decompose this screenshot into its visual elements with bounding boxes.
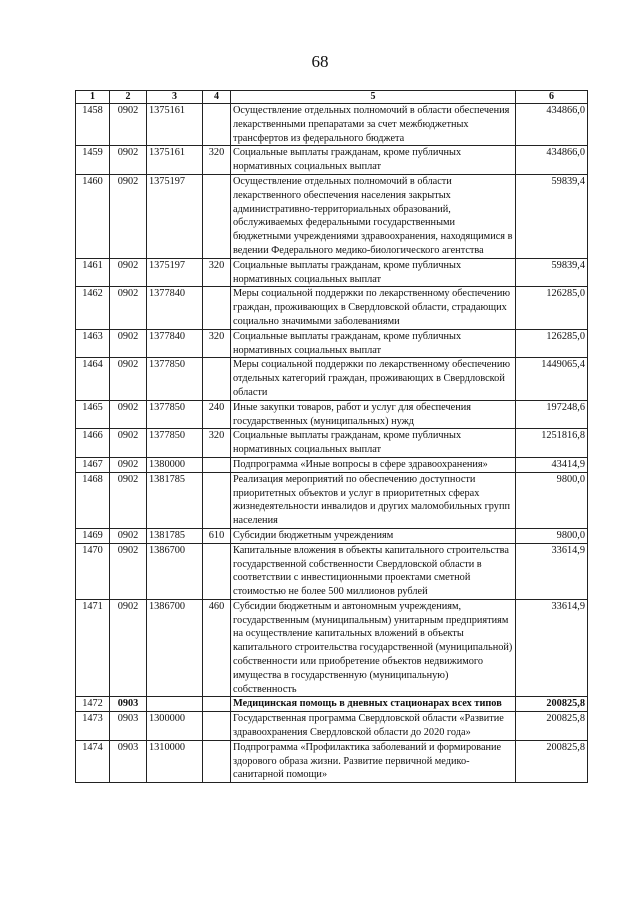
row-number-cell: 1458 <box>76 104 110 146</box>
target-article-cell: 1380000 <box>147 457 203 472</box>
amount-cell: 59839,4 <box>516 258 588 287</box>
target-article-cell: 1310000 <box>147 740 203 782</box>
item-name-text: Субсидии бюджетным и автономным учреждениям, государственным (муниципальным) унитарным предприятиям на осуществление капитальных вложений в объекты капитального строительства государственной (муниципальной) собственности или приобретение объектов недвижимого имущества в государственную (муниципальную) собственность <box>233 600 513 695</box>
amount-cell: 9800,0 <box>516 472 588 528</box>
table-row <box>76 472 588 528</box>
table-row <box>76 329 588 358</box>
expense-type-cell: 240 <box>203 400 231 429</box>
table-row <box>76 400 588 429</box>
amount-cell: 434866,0 <box>516 146 588 175</box>
amount-cell: 197248,6 <box>516 400 588 429</box>
item-name-cell <box>231 400 516 429</box>
amount-cell: 1251816,8 <box>516 429 588 458</box>
expense-type-cell <box>203 174 231 258</box>
row-number-cell: 1471 <box>76 599 110 697</box>
item-name-cell <box>231 146 516 175</box>
header-col-6: 6 <box>516 91 588 104</box>
section-code-cell: 0903 <box>110 697 147 712</box>
row-number-cell: 1470 <box>76 543 110 599</box>
table-row <box>76 174 588 258</box>
expense-type-cell <box>203 697 231 712</box>
item-name-text: Меры социальной поддержки по лекарственному обеспечению отдельных категорий граждан, проживающих в Свердловской области <box>233 359 511 398</box>
section-code-cell: 0902 <box>110 457 147 472</box>
target-article-cell: 1375161 <box>147 146 203 175</box>
amount-cell: 59839,4 <box>516 174 588 258</box>
amount-cell: 434866,0 <box>516 104 588 146</box>
item-name-text: Подпрограмма «Иные вопросы в сфере здравоохранения» <box>233 458 488 470</box>
section-code-cell: 0902 <box>110 472 147 528</box>
expense-type-cell <box>203 712 231 741</box>
item-name-cell <box>231 740 516 782</box>
section-code-cell: 0902 <box>110 358 147 400</box>
item-name-text: Субсидии бюджетным учреждениям <box>233 529 394 541</box>
item-name-text: Иные закупки товаров, работ и услуг для обеспечения государственных (муниципальных) нужд <box>233 401 471 427</box>
item-name-cell <box>231 697 516 712</box>
amount-cell: 33614,9 <box>516 543 588 599</box>
target-article-cell: 1386700 <box>147 543 203 599</box>
amount-cell: 1449065,4 <box>516 358 588 400</box>
item-name-text: Медицинская помощь в дневных стационарах всех типов <box>233 698 502 710</box>
amount-cell: 200825,8 <box>516 712 588 741</box>
item-name-cell <box>231 329 516 358</box>
expense-type-cell <box>203 472 231 528</box>
item-name-text: Социальные выплаты гражданам, кроме публичных нормативных социальных выплат <box>233 147 462 173</box>
expense-type-cell: 320 <box>203 258 231 287</box>
row-number-cell: 1462 <box>76 287 110 329</box>
row-number-cell: 1459 <box>76 146 110 175</box>
target-article-cell: 1377850 <box>147 429 203 458</box>
table-row <box>76 712 588 741</box>
header-col-2: 2 <box>110 91 147 104</box>
target-article-cell: 1300000 <box>147 712 203 741</box>
section-code-cell: 0902 <box>110 174 147 258</box>
item-name-cell <box>231 287 516 329</box>
row-number-cell: 1466 <box>76 429 110 458</box>
expense-type-cell: 320 <box>203 429 231 458</box>
item-name-text: Меры социальной поддержки по лекарственному обеспечению граждан, проживающих в Свердловской области, страдающих социально значимыми заболеваниями <box>233 288 511 327</box>
expense-type-cell <box>203 543 231 599</box>
section-code-cell: 0903 <box>110 712 147 741</box>
section-code-cell: 0902 <box>110 400 147 429</box>
expense-type-cell <box>203 358 231 400</box>
target-article-cell: 1377850 <box>147 358 203 400</box>
section-code-cell: 0902 <box>110 287 147 329</box>
item-name-cell <box>231 258 516 287</box>
item-name-cell <box>231 599 516 697</box>
section-code-cell: 0902 <box>110 329 147 358</box>
target-article-cell: 1377840 <box>147 287 203 329</box>
target-article-cell: 1375161 <box>147 104 203 146</box>
item-name-cell <box>231 712 516 741</box>
row-number-cell: 1464 <box>76 358 110 400</box>
amount-cell: 126285,0 <box>516 287 588 329</box>
expense-type-cell <box>203 287 231 329</box>
table-row <box>76 258 588 287</box>
target-article-cell <box>147 697 203 712</box>
target-article-cell: 1386700 <box>147 599 203 697</box>
item-name-text: Реализация мероприятий по обеспечению доступности приоритетных объектов и услуг в приоритетных сферах жизнедеятельности инвалидов и других маломобильных групп населения <box>233 473 510 527</box>
table-row <box>76 104 588 146</box>
section-code-cell: 0902 <box>110 104 147 146</box>
target-article-cell: 1381785 <box>147 472 203 528</box>
table-row <box>76 287 588 329</box>
row-number-cell: 1461 <box>76 258 110 287</box>
table-row <box>76 146 588 175</box>
row-number-cell: 1467 <box>76 457 110 472</box>
item-name-text: Социальные выплаты гражданам, кроме публичных нормативных социальных выплат <box>233 259 462 285</box>
target-article-cell: 1375197 <box>147 258 203 287</box>
expense-type-cell: 320 <box>203 146 231 175</box>
row-number-cell: 1460 <box>76 174 110 258</box>
table-row <box>76 358 588 400</box>
header-col-1: 1 <box>76 91 110 104</box>
section-code-cell: 0902 <box>110 429 147 458</box>
page-number: 68 <box>311 52 329 71</box>
target-article-cell: 1377840 <box>147 329 203 358</box>
target-article-cell: 1375197 <box>147 174 203 258</box>
table-row <box>76 457 588 472</box>
item-name-text: Государственная программа Свердловской области «Развитие здравоохранения Свердловской области до 2020 года» <box>233 713 504 739</box>
table-row <box>76 599 588 697</box>
item-name-text: Осуществление отдельных полномочий в области обеспечения лекарственными препаратами за счет межбюджетных трансфертов из федерального бюджета <box>233 105 510 144</box>
expense-type-cell <box>203 457 231 472</box>
section-code-cell: 0902 <box>110 258 147 287</box>
item-name-text: Социальные выплаты гражданам, кроме публичных нормативных социальных выплат <box>233 330 462 356</box>
item-name-text: Социальные выплаты гражданам, кроме публичных нормативных социальных выплат <box>233 430 462 456</box>
section-code-cell: 0902 <box>110 599 147 697</box>
item-name-text: Осуществление отдельных полномочий в области лекарственного обеспечения населения закрытых административно-территориальных образований, обслуживаемых федеральными государственными бюджетными учреждениями здравоохранения, находящимися в ведении Федерального медико-биологического агентства <box>233 175 513 256</box>
header-col-4: 4 <box>203 91 231 104</box>
item-name-cell <box>231 472 516 528</box>
item-name-cell <box>231 543 516 599</box>
item-name-cell <box>231 528 516 543</box>
section-code-cell: 0903 <box>110 740 147 782</box>
row-number-cell: 1473 <box>76 712 110 741</box>
amount-cell: 126285,0 <box>516 329 588 358</box>
table-header-row <box>76 91 588 104</box>
table-row <box>76 429 588 458</box>
budget-table <box>75 90 588 783</box>
item-name-cell <box>231 104 516 146</box>
table-row <box>76 740 588 782</box>
expense-type-cell <box>203 740 231 782</box>
item-name-cell <box>231 174 516 258</box>
section-code-cell: 0902 <box>110 146 147 175</box>
section-code-cell: 0902 <box>110 528 147 543</box>
amount-cell: 9800,0 <box>516 528 588 543</box>
expense-type-cell: 320 <box>203 329 231 358</box>
amount-cell: 200825,8 <box>516 697 588 712</box>
header-col-5: 5 <box>231 91 516 104</box>
amount-cell: 33614,9 <box>516 599 588 697</box>
item-name-text: Капитальные вложения в объекты капитального строительства государственной собственности Свердловской области в соответствии с инвестиционными проектами сметной стоимостью не более 500 миллионов рублей <box>233 544 509 598</box>
table-row <box>76 697 588 712</box>
row-number-cell: 1465 <box>76 400 110 429</box>
row-number-cell: 1463 <box>76 329 110 358</box>
amount-cell: 43414,9 <box>516 457 588 472</box>
item-name-text: Подпрограмма «Профилактика заболеваний и формирование здорового образа жизни. Развитие первичной медико-санитарной помощи» <box>233 741 502 781</box>
target-article-cell: 1377850 <box>147 400 203 429</box>
expense-type-cell: 610 <box>203 528 231 543</box>
item-name-cell <box>231 429 516 458</box>
expense-type-cell <box>203 104 231 146</box>
row-number-cell: 1468 <box>76 472 110 528</box>
row-number-cell: 1474 <box>76 740 110 782</box>
expense-type-cell: 460 <box>203 599 231 697</box>
item-name-cell <box>231 457 516 472</box>
row-number-cell: 1469 <box>76 528 110 543</box>
table-row <box>76 543 588 599</box>
header-col-3: 3 <box>147 91 203 104</box>
section-code-cell: 0902 <box>110 543 147 599</box>
target-article-cell: 1381785 <box>147 528 203 543</box>
item-name-cell <box>231 358 516 400</box>
table-row <box>76 528 588 543</box>
row-number-cell: 1472 <box>76 697 110 712</box>
amount-cell: 200825,8 <box>516 740 588 782</box>
